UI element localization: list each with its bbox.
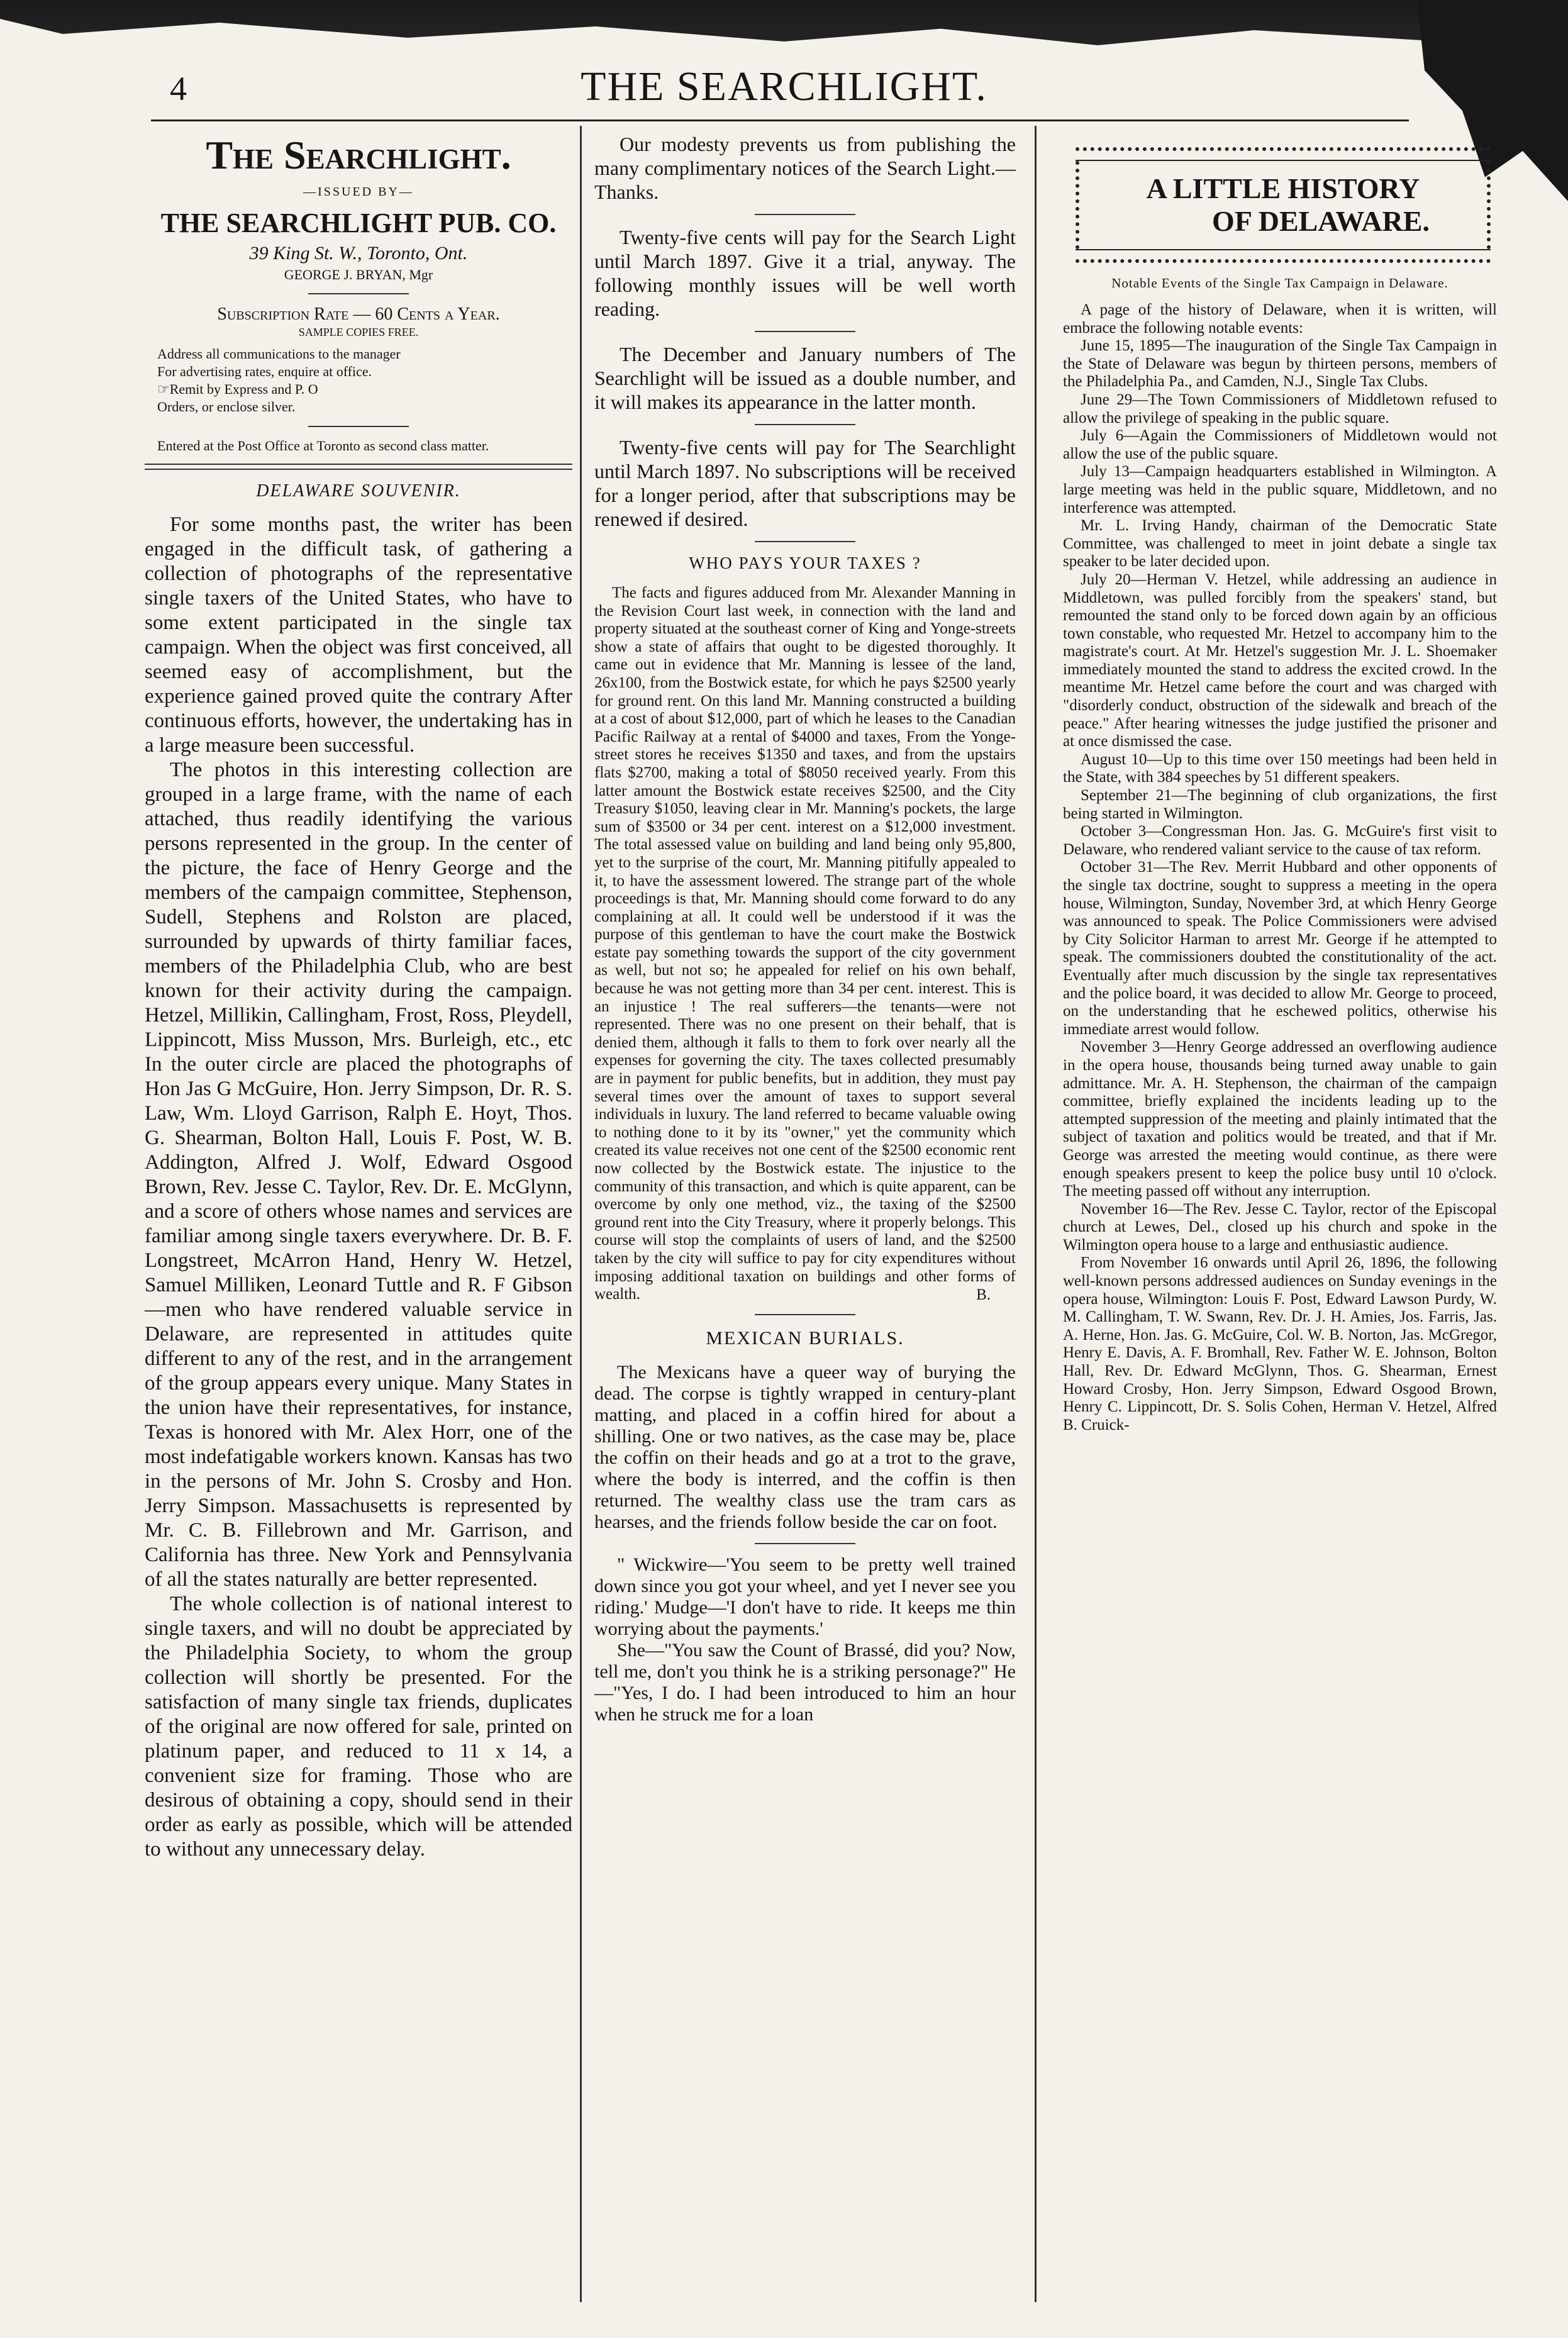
notice-paragraph: Twenty-five cents will pay for The Searchlight until March 1897. No subscriptions will be received for a longer period, after that subscriptions may be renewed if desired. (594, 436, 1016, 530)
notice-paragraph: The December and January numbers of The Searchlight will be issued as a double number, and it will makes its appearance in the latter month. (594, 343, 1016, 413)
article-title: DELAWARE SOUVENIR. (256, 481, 461, 501)
article-paragraph: July 6—Again the Commissioners of Middletown would not allow the use of the public square. (1063, 427, 1497, 462)
notice-paragraph: Our modesty prevents us from publishing the many complimentary notices of the Search Light.—Thanks. (594, 133, 1016, 203)
issued-by: —ISSUED BY— (303, 185, 414, 199)
notice-line: For advertising rates, enquire at office. (157, 364, 372, 379)
manager-name: GEORGE J. BRYAN, Mgr (284, 267, 433, 282)
article-paragraph: July 13—Campaign headquarters established in Wilmington. A large meeting was held in the public square, Middletown, and no interference was attempted. (1063, 463, 1497, 516)
page-number: 4 (170, 70, 187, 108)
divider (755, 1314, 855, 1315)
box-title-line: OF DELAWARE. (1212, 205, 1430, 237)
article-paragraph: October 3—Congressman Hon. Jas. G. McGuire's first visit to Delaware, who rendered valiant service to the cause of tax reform. (1063, 823, 1497, 858)
joke-paragraph: She—"You saw the Count of Brassé, did you? Now, tell me, don't you think he is a striking personage?" He—"Yes, I do. I had been introduced to him an hour when he struck me for a loan (594, 1639, 1016, 1725)
joke-paragraph: " Wickwire—'You seem to be pretty well trained down since you got your wheel, and yet I never see you riding.' Mudge—'I don't have to ride. It keeps me thin worrying about the payments.' (594, 1554, 1016, 1639)
column-left (145, 132, 572, 1862)
box-content (1076, 161, 1491, 249)
divider (755, 1543, 855, 1544)
divider (755, 424, 855, 425)
notice-line: Address all communications to the manager (157, 346, 401, 362)
history-title-box (1076, 145, 1491, 265)
divider (308, 426, 409, 427)
article-title: MEXICAN BURIALS. (706, 1327, 904, 1349)
article-paragraph: July 20—Herman V. Hetzel, while addressing an audience in Middletown, was pulled forcibly from the speakers' stand, but remounted the stand only to be forced down again by an officious town constable, who requested Mr. Hetzel to accompany him to the magistrate's court. At Mr. Hetzel's suggestion Mr. J. L. Shoemaker immediately mounted the stand to address the excited crowd. In the meantime Mr. Hetzel came before the court and was charged with "disorderly conduct, obstruction of the sidewalk and breach of the peace." After hearing witnesses the judge justified the prisoner and at once dismissed the case. (1063, 571, 1497, 750)
article-signature: B. (976, 1286, 991, 1303)
subscription-rate: Subscription Rate — 60 Cents a Year. (217, 304, 500, 324)
double-rule (145, 464, 572, 470)
column-divider-2 (1035, 126, 1037, 2302)
divider (755, 214, 855, 215)
article-paragraph: November 3—Henry George addressed an overflowing audience in the opera house, thousands being turned away unable to gain admittance. Mr. A. H. Stephenson, the chairman of the campaign committee, briefly explained the incidents leading up to the attempted suppression of the meeting and plainly intimated that the subject of taxation and politics would be treated, and that if Mr. George was arrested the meeting would continue, as there were enough speakers present to keep the police busy until 10 o'clock. The meeting passed off without any interruption. (1063, 1038, 1497, 1200)
page-masthead: THE SEARCHLIGHT. (581, 64, 987, 109)
divider (755, 541, 855, 542)
article-paragraph: The Mexicans have a queer way of burying the dead. The corpse is tightly wrapped in century-plant matting, and placed in a coffin hired for about a shilling. One or two natives, as the case may be, place the coffin on their heads and go at a trot to the grave, where the body is interred, and the coffin is then returned. The wealthy class use the tram cars as hearses, and the friends follow beside the car on foot. (594, 1361, 1016, 1532)
article-paragraph: August 10—Up to this time over 150 meetings had been held in the State, with 384 speeches by 51 different speakers. (1063, 750, 1497, 786)
column-right (1063, 132, 1497, 1434)
column-middle (594, 132, 1016, 1725)
notice-line: Orders, or enclose silver. (157, 399, 296, 415)
publisher-name: THE SEARCHLIGHT PUB. CO. (160, 208, 557, 238)
box-border-bottom (1076, 249, 1491, 263)
article-paragraph: For some months past, the writer has been engaged in the difficult task, of gathering a collection of photographs of the representative single taxers of the United States, who have to some extent participated in the single tax campaign. When the object was first conceived, all seemed easy of accomplishment, but the experience gained proved quite the contrary After continuous efforts, however, the undertaking has in a large measure been successful. (145, 513, 572, 757)
article-paragraph: The facts and figures adduced from Mr. Alexander Manning in the Revision Court last week, in connection with the land and property situated at the southeast corner of King and Yonge-streets show a state of affairs that ought to be digested thoroughly. It came out in evidence that Mr. Manning is lessee of the land, 26x100, from the Bostwick estate, for which he pays $2500 yearly for ground rent. On this land Mr. Manning constructed a building at a cost of about $12,000, part of which he leases to the Canadian Pacific Railway at a rental of $4000 and taxes, From the Yonge-street stores he receives $1350 and taxes, and from the upstairs flats $2700, making a total of $8050 received yearly. From this latter amount the Bostwick estate receives $2500, and the City Treasury $1050, leaving clear in Mr. Manning's pockets, the large sum of $3500 or 34 per cent. interest on a $12,000 investment. The total assessed value on building and land being only 95,800, yet to the surprise of the court, Mr. Manning pitifully appealed to it, to have the assessment lowered. The strange part of the whole proceedings is that, Mr. Manning should come forward to do any complaining at all. It could well be understood if it was the purpose of this gentleman to have the court make the Bostwick estate pay something towards the support of the city government as well, but not so; he appealed for relief on his own behalf, because he was not getting more than 34 per cent. interest. This is an injustice ! The real sufferers—the tenants—were not represented. There was no one present on their behalf, that is denied them, although it falls to them to fork over nearly all the expenses for governing the city. The taxes collected presumably are in payment for public benefits, but in addition, they must pay several times over the amount of taxes to support several individuals in luxury. The land referred to became valuable owing to nothing done to it by its "owner," yet the community which created its value receives not one cent of the $2500 economic rent now collected by the Bostwick estate. The injustice to the community of this transaction, and which is quite apparent, can be overcome by only one method, viz., the taxing of the $2500 ground rent into the City Treasury, where it properly belongs. This course will stop the complaints of users of land, and the $2500 taken by the city will suffice to pay for city expenditures without imposing additional taxation on buildings and other forms of wealth. (594, 584, 1016, 1303)
article-paragraph: September 21—The beginning of club organizations, the first being started in Wilmington. (1063, 787, 1497, 822)
article-paragraph: June 15, 1895—The inauguration of the Single Tax Campaign in the State of Delaware was begun by thirteen persons, members of the Philadelphia Pa., and Camden, N.J., Single Tax Clubs. (1063, 337, 1497, 391)
notice-paragraph: Twenty-five cents will pay for the Search Light until March 1897. Give it a trial, anyway. The following monthly issues will be well worth reading. (594, 226, 1016, 320)
article-paragraph: The whole collection is of national interest to single taxers, and will no doubt be appreciated by the Philadelphia Society, to whom the group collection will shortly be presented. For the satisfaction of many single tax friends, duplicates of the original are now offered for sale, printed on platinum paper, and reduced to 11 x 14, a convenient size for framing. Those who are desirous of obtaining a copy, should send in their order as early as possible, which will be attended to without any unnecessary delay. (145, 1593, 572, 1861)
column-divider-1 (580, 126, 582, 2302)
article-paragraph: The photos in this interesting collection are grouped in a large frame, with the name of each attached, thus readily identifying the various persons represented in the group. In the center of the picture, the face of Henry George and the members of the campaign committee, Stephenson, Sudell, Stephens and Rolston are placed, surrounded by upwards of thirty familiar faces, members of the Philadelphia Club, who are best known for their activity during the campaign. Hetzel, Millikin, Callingham, Frost, Ross, Pleydell, Lippincott, Miss Musson, Mrs. Burleigh, etc., etc In the outer circle are placed the photographs of Hon Jas G McGuire, Hon. Jerry Simpson, Dr. R. S. Law, Wm. Lloyd Garrison, Ralph E. Hoyt, Thos. G. Shearman, Bolton Hall, Louis F. Post, W. B. Addington, Alfred J. Wolf, Edward Osgood Brown, Rev. Jesse C. Taylor, Rev. Dr. E. McGlynn, and a score of others whose names and services are familiar among single taxers everywhere. Dr. B. F. Longstreet, McArron Hand, Henry W. Hetzel, Samuel Milliken, Leonard Tuttle and R. F Gibson—men who have rendered valuable service in Delaware, are represented in attitudes quite different to any of the rest, and in the arrangement of the group appears every unique. Many States in the union have their representatives, for instance, Texas is honored with Mr. Alex Horr, one of the most indefatigable workers known. Kansas has two in the persons of Mr. John S. Crosby and Hon. Jerry Simpson. Massachusetts is represented by Mr. C. B. Fillebrown and Mr. Garrison, and California has three. New York and Pennsylvania of all the states naturally are better represented. (145, 759, 572, 1591)
notice-line: ☞Remit by Express and P. O (157, 381, 318, 397)
sample-copies: SAMPLE COPIES FREE. (298, 326, 419, 338)
publisher-address: 39 King St. W., Toronto, Ont. (249, 243, 468, 264)
article-paragraph: A page of the history of Delaware, when it is written, will embrace the following notable events: (1063, 301, 1497, 337)
article-paragraph: November 16—The Rev. Jesse C. Taylor, rector of the Episcopal church at Lewes, Del., closed up his church and spoke in the Wilmington opera house to a large and enthusiastic audience. (1063, 1200, 1497, 1254)
paper-title: The Searchlight. (206, 133, 511, 177)
article-subhead: Notable Events of the Single Tax Campaign in Delaware. (1111, 276, 1448, 291)
article-paragraph: June 29—The Town Commissioners of Middletown refused to allow the privilege of speaking in the public square. (1063, 391, 1497, 426)
article-paragraph: October 31—The Rev. Merrit Hubbard and other opponents of the single tax doctrine, sought to suppress a meeting in the opera house, Wilmington, Sunday, November 3rd, at which Henry George was announced to speak. The Police Commissioners were advised by City Solicitor Harman to arrest Mr. George if he attempted to speak. The commissioners doubted the constitutionality of the act. Eventually after much discussion by the single tax representatives and the police board, it was decided to allow Mr. George to proceed, on the understanding that he eschewed politics, otherwise his immediate arrest would follow. (1063, 859, 1497, 1038)
divider (308, 293, 409, 294)
divider (755, 331, 855, 332)
box-border-top (1076, 147, 1491, 161)
box-title-line: A LITTLE HISTORY (1146, 172, 1420, 204)
masthead-rule (151, 120, 1409, 121)
article-paragraph: Mr. L. Irving Handy, chairman of the Democratic State Committee, was challenged to meet in joint debate a single tax speaker to be later decided upon. (1063, 517, 1497, 571)
article-paragraph: From November 16 onwards until April 26, 1896, the following well-known persons addressed audiences on Sunday evenings in the opera house, Wilmington: Louis F. Post, Edward Lawson Purdy, W. M. Callingham, T. W. Swann, Rev. Dr. J. H. Amies, Jos. Farris, Jas. A. Herne, Hon. Jas. G. McGuire, Col. W. B. Norton, Jas. McGregor, Henry E. Davis, A. F. Bromhall, Rev. Father W. E. Johnson, Bolton Hall, Rev. Dr. Edward McGlynn, Thos. G. Shearman, Ernest Howard Crosby, Hon. Jerry Simpson, Edward Osgood Brown, Henry C. Lippincott, Dr. S. Solis Cohen, Herman V. Hetzel, Alfred B. Cruick- (1063, 1254, 1497, 1433)
article-title: WHO PAYS YOUR TAXES ? (689, 554, 921, 572)
entered-notice: Entered at the Post Office at Toronto as second class matter. (157, 438, 489, 454)
